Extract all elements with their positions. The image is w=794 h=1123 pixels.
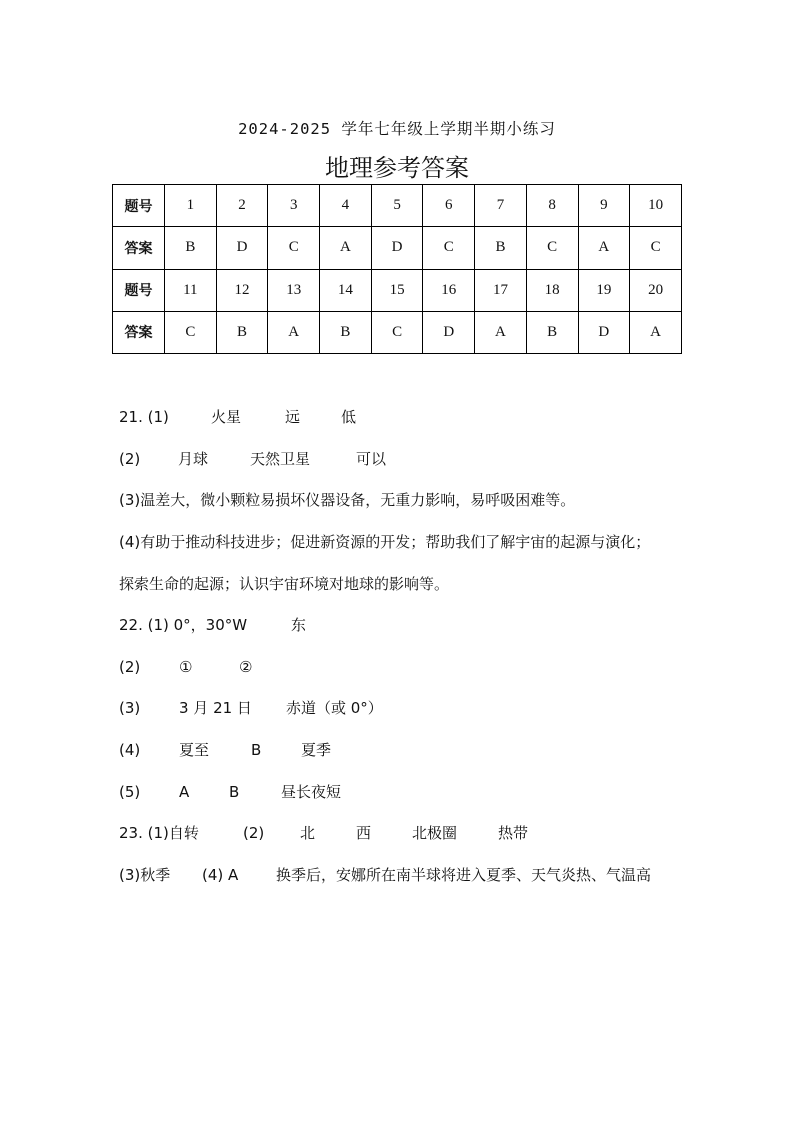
q22-part3-label: (3) <box>119 699 141 717</box>
question-number: 13 <box>268 269 320 311</box>
question-number: 1 <box>165 185 217 227</box>
q23-part3 <box>119 865 651 885</box>
answer-cell: B <box>475 227 527 269</box>
q21-part3: (3)温差大，微小颗粒易损坏仪器设备，无重力影响，易呼吸困难等。 <box>119 491 576 509</box>
question-number: 10 <box>630 185 682 227</box>
question-number: 4 <box>320 185 372 227</box>
answer-cell: C <box>526 227 578 269</box>
answer-cell: C <box>165 311 217 353</box>
answer-text: 可以 <box>356 450 387 468</box>
exam-subtitle: 2024-2025 学年七年级上学期半期小练习 <box>238 120 556 138</box>
answer-text: 夏至 <box>179 741 210 759</box>
q22-part4 <box>119 740 331 760</box>
question-number: 18 <box>526 269 578 311</box>
answer-cell: A <box>630 311 682 353</box>
table-row-numbers-2 <box>113 269 682 311</box>
question-number: 14 <box>320 269 372 311</box>
answer-text: 3 月 21 日 <box>179 699 252 717</box>
q23-part4-label: (4) A <box>202 866 239 884</box>
answer-text: 天然卫星 <box>250 450 311 468</box>
q23-part1 <box>119 823 528 843</box>
answer-cell: C <box>371 311 423 353</box>
q21-part1-label: 21. (1) <box>119 408 169 426</box>
answer-text: 低 <box>341 408 357 426</box>
answer-cell: C <box>268 227 320 269</box>
circled-number: ① <box>179 658 193 676</box>
answer-text: 火星 <box>211 408 242 426</box>
q22-part2 <box>119 657 252 677</box>
question-number: 8 <box>526 185 578 227</box>
answer-cell: B <box>165 227 217 269</box>
q21-part4: (4)有助于推动科技进步；促进新资源的开发；帮助我们了解宇宙的起源与演化； <box>119 533 651 551</box>
answer-cell: D <box>423 311 475 353</box>
q22-part5-label: (5) <box>119 783 141 801</box>
q22-part5 <box>119 782 341 802</box>
answer-table <box>112 184 682 354</box>
answer-text: 东 <box>291 616 307 634</box>
answer-text: 远 <box>285 408 301 426</box>
answer-cell: B <box>320 311 372 353</box>
answer-text: 西 <box>356 824 372 842</box>
q22-part1 <box>119 615 306 635</box>
answer-text: 月球 <box>178 450 209 468</box>
question-number: 2 <box>216 185 268 227</box>
answer-cell: B <box>216 311 268 353</box>
circled-number: ② <box>239 658 253 676</box>
question-number: 20 <box>630 269 682 311</box>
answer-cell: D <box>578 311 630 353</box>
question-number: 9 <box>578 185 630 227</box>
question-number: 15 <box>371 269 423 311</box>
answer-text: 北极圈 <box>412 824 458 842</box>
answer-cell: A <box>320 227 372 269</box>
answer-text: 热带 <box>498 824 529 842</box>
answer-cell: D <box>371 227 423 269</box>
question-number: 7 <box>475 185 527 227</box>
row-label-number: 题号 <box>113 185 165 227</box>
question-number: 16 <box>423 269 475 311</box>
answer-cell: C <box>423 227 475 269</box>
page-title: 地理参考答案 <box>325 154 469 182</box>
table-row-answers-1 <box>113 227 682 269</box>
answer-text: 北 <box>300 824 316 842</box>
table-row-numbers-1 <box>113 185 682 227</box>
answer-cell: A <box>578 227 630 269</box>
answer-text: B <box>251 741 262 759</box>
answer-text: B <box>229 783 240 801</box>
answer-cell: A <box>475 311 527 353</box>
row-label-answer: 答案 <box>113 227 165 269</box>
q22-part2-label: (2) <box>119 658 141 676</box>
q23-part2-label: (2) <box>243 824 265 842</box>
q21-part2 <box>119 449 386 469</box>
table-row-answers-2 <box>113 311 682 353</box>
q22-part4-label: (4) <box>119 741 141 759</box>
question-number: 12 <box>216 269 268 311</box>
answer-text: A <box>179 783 190 801</box>
q21-part4-continued: 探索生命的起源；认识宇宙环境对地球的影响等。 <box>119 575 450 593</box>
answer-cell: A <box>268 311 320 353</box>
answer-text: 换季后，安娜所在南半球将进入夏季、天气炎热、气温高 <box>276 866 652 884</box>
question-number: 3 <box>268 185 320 227</box>
q21-part1 <box>119 407 356 427</box>
answer-cell: D <box>216 227 268 269</box>
question-number: 6 <box>423 185 475 227</box>
question-number: 19 <box>578 269 630 311</box>
answer-text: 夏季 <box>301 741 332 759</box>
answer-text: 22. (1) 0°，30°W <box>119 616 248 634</box>
row-label-number: 题号 <box>113 269 165 311</box>
question-number: 11 <box>165 269 217 311</box>
question-number: 5 <box>371 185 423 227</box>
q21-part2-label: (2) <box>119 450 141 468</box>
answer-text: 赤道（或 0°） <box>286 699 383 717</box>
row-label-answer: 答案 <box>113 311 165 353</box>
answer-text: 昼长夜短 <box>281 783 342 801</box>
question-number: 17 <box>475 269 527 311</box>
q22-part3 <box>119 698 383 718</box>
answer-text: (3)秋季 <box>119 866 171 884</box>
answer-text: 23. (1)自转 <box>119 824 199 842</box>
answer-cell: B <box>526 311 578 353</box>
answer-cell: C <box>630 227 682 269</box>
